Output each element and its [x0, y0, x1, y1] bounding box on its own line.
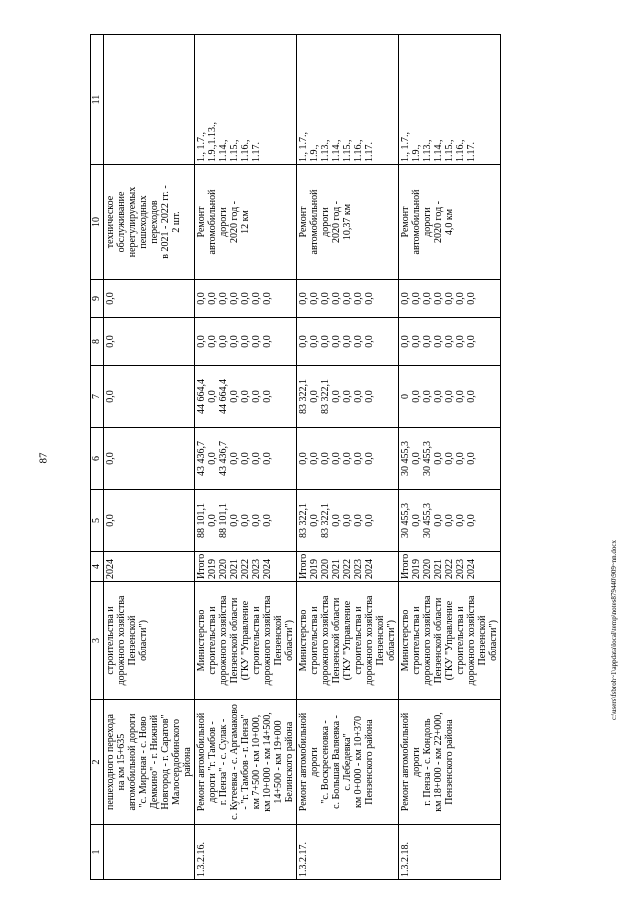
total-funding: 83 322,1 0,0 83 322,1 0,0 0,0 0,0 0,0	[297, 490, 399, 552]
federal-funding: 43 436,7 0,0 43 436,7 0,0 0,0 0,0 0,0	[195, 428, 297, 490]
header-col-3: 3	[91, 582, 104, 700]
activity-name: Ремонт автомобильной дороги г. Пенза - с. Кондоль км 18+000 - км 22+000, Пензенского района	[399, 700, 501, 825]
rotated-table-container	[90, 35, 610, 880]
indicators: 1., 1.7., 1.9.,1.13., 1.14., 1.15., 1.16., 1.17.	[195, 35, 297, 165]
total-funding: 30 455,3 0,0 30 455,3 0,0 0,0 0,0 0,0	[399, 490, 501, 552]
executor: Министерство строительства и дорожного хозяйства Пензенской области (ГКУ "Управление строительства и дорожного хозяйства Пензенской области")	[399, 582, 501, 700]
expected-result: Ремонт автомобильной дороги 2020 год - 10,37 км	[297, 165, 399, 280]
regional-funding: 0,0	[104, 366, 195, 428]
header-col-5: 5	[91, 490, 104, 552]
program-table	[90, 34, 501, 880]
expected-result: Ремонт автомобильной дороги 2020 год - 4,0 км	[399, 165, 501, 280]
row-number	[104, 825, 195, 880]
local-funding: 0,0 0,0 0,0 0,0 0,0 0,0 0,0	[195, 318, 297, 366]
header-row	[91, 35, 104, 880]
other-funding: 0,0	[104, 280, 195, 318]
header-col-10: 10	[91, 165, 104, 280]
header-col-9: 9	[91, 280, 104, 318]
header-col-4: 4	[91, 552, 104, 582]
indicators	[104, 35, 195, 165]
local-funding: 0,0	[104, 318, 195, 366]
table-row-continuation	[104, 35, 195, 880]
expected-result: Ремонт автомобильной дороги 2020 год - 12 км	[195, 165, 297, 280]
header-col-8: 8	[91, 318, 104, 366]
table-row	[399, 35, 501, 880]
other-funding: 0,0 0,0 0,0 0,0 0,0 0,0 0,0	[399, 280, 501, 318]
total-funding: 88 101,1 0,0 88 101,1 0,0 0,0 0,0 0,0	[195, 490, 297, 552]
executor: Министерство строительства и дорожного хозяйства Пензенской области (ГКУ "Управление строительства и дорожного хозяйства Пензенской области")	[297, 582, 399, 700]
local-funding: 0,0 0,0 0,0 0,0 0,0 0,0 0,0	[297, 318, 399, 366]
table-row	[297, 35, 399, 880]
local-funding: 0,0 0,0 0,0 0,0 0,0 0,0 0,0	[399, 318, 501, 366]
indicators: 1., 1.7., 1.9., 1.13., 1.14., 1.15., 1.16., 1.17.	[297, 35, 399, 165]
page-number: 87	[37, 452, 50, 464]
regional-funding: 0 0,0 0,0 0,0 0,0 0,0 0,0	[399, 366, 501, 428]
years-list: 2024	[104, 552, 195, 582]
row-number: 1.3.2.16.	[195, 825, 297, 880]
executor: Министерство строительства и дорожного хозяйства Пензенской области (ГКУ "Управление строительства и дорожного хозяйства Пензенской области")	[195, 582, 297, 700]
total-funding: 0,0	[104, 490, 195, 552]
regional-funding: 44 664,4 0,0 44 664,4 0,0 0,0 0,0 0,0	[195, 366, 297, 428]
other-funding: 0,0 0,0 0,0 0,0 0,0 0,0 0,0	[195, 280, 297, 318]
other-funding: 0,0 0,0 0,0 0,0 0,0 0,0 0,0	[297, 280, 399, 318]
executor: строительства и дорожного хозяйства Пензенской области")	[104, 582, 195, 700]
activity-name: пешеходного перехода на км 15+635 автомобильной дороги "с. Мирсная - с. Ново Демкино" - г. Нижний Новгород - г. Саратов" Малосердобинского района	[104, 700, 195, 825]
table-row	[195, 35, 297, 880]
years-list: Итого 2019 2020 2021 2022 2023 2024	[399, 552, 501, 582]
federal-funding: 0,0	[104, 428, 195, 490]
activity-name: Ремонт автомобильной дороги "г. Тамбов - г. Пенза" - с. Сулак - с. Кутеевка - с. Аргамаково - "г. Тамбов - г. Пенза" км 7+500 - км 10+000, км 10+000 - км 14+500, 14+500 - км 19+000 Белинского района	[195, 700, 297, 825]
indicators: 1., 1.7., 1.9., 1.13., 1.14., 1.15., 1.16., 1.17.	[399, 35, 501, 165]
header-col-2: 2	[91, 700, 104, 825]
years-list: Итого 2019 2020 2021 2022 2023 2024	[195, 552, 297, 582]
row-number: 1.3.2.18.	[399, 825, 501, 880]
activity-name: Ремонт автомобильной дороги "с. Воскресеновка - с. Большая Валяевка - с. Лебедевка" км 0+000 - км 10+370 Пензенского района	[297, 700, 399, 825]
header-col-7: 7	[91, 366, 104, 428]
federal-funding: 0,0 0,0 0,0 0,0 0,0 0,0 0,0	[297, 428, 399, 490]
years-list: Итого 2019 2020 2021 2022 2023 2024	[297, 552, 399, 582]
header-col-6: 6	[91, 428, 104, 490]
federal-funding: 30 455,3 0,0 30 455,3 0,0 0,0 0,0 0,0	[399, 428, 501, 490]
expected-result: техническое обслуживание нерегулируемых пешеходных переходов в 2021 - 2022 гг. - 2 шт.	[104, 165, 195, 280]
header-col-11: 11	[91, 35, 104, 165]
header-col-1: 1	[91, 825, 104, 880]
footer-file-path: c:\users\fsbroh~1\appdata\local\temp\notes879440\909~nn.docx	[610, 539, 618, 720]
row-number: 1.3.2.17.	[297, 825, 399, 880]
regional-funding: 83 322,1 0,0 83 322,1 0,0 0,0 0,0 0,0	[297, 366, 399, 428]
